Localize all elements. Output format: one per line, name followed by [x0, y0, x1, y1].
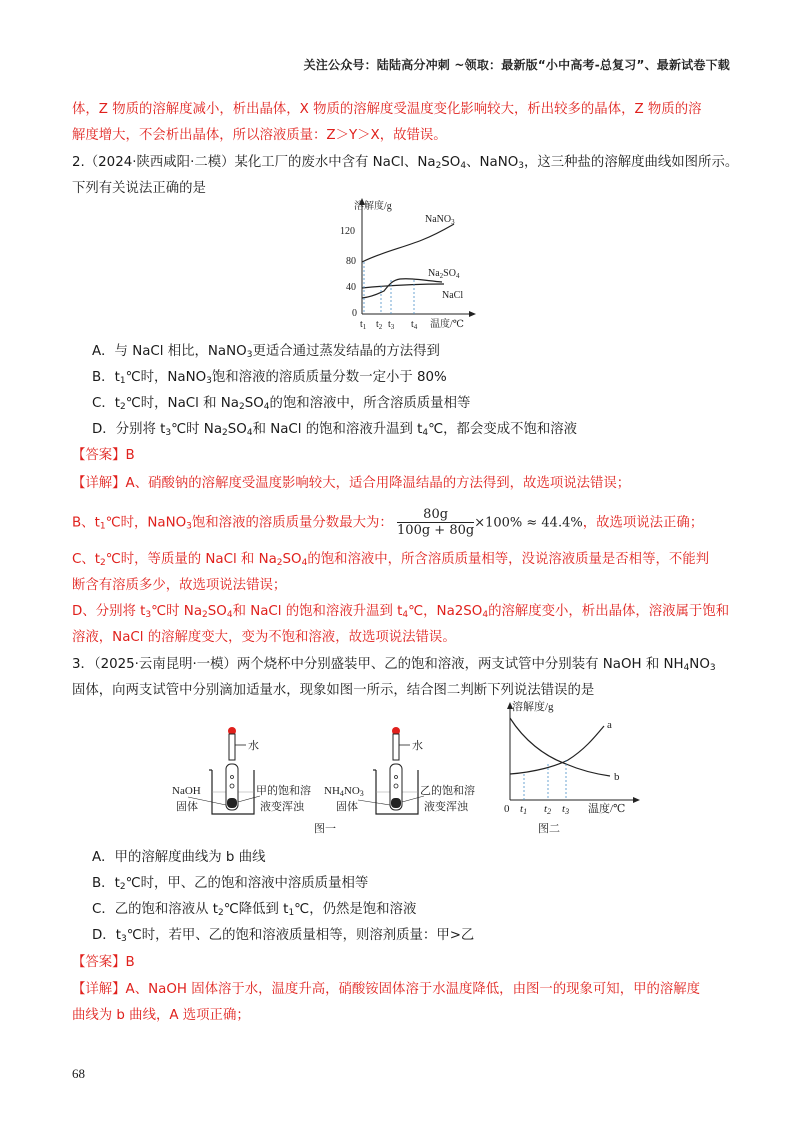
- q3-detail-1: 【详解】A、NaOH 固体溶于水，温度升高，硝酸铵固体溶于水温度降低，由图一的现象可知，甲的溶解度: [72, 982, 701, 997]
- q2-stem-line2: 下列有关说法正确的是: [72, 181, 206, 196]
- q2-option-d: D．分别将 $t_3℃$时 $Na_2SO_4$和 NaCl 的饱和溶液升温到 $t_4℃$，都会变成不饱和溶液: [92, 422, 578, 438]
- label-nano3: NaNO$_3$: [425, 214, 455, 226]
- curve-nano3: [362, 224, 454, 262]
- q3-option-c: C．乙的饱和溶液从 $t_2℃$降低到 $t_1℃$，仍然是饱和溶液: [92, 902, 417, 918]
- fig2-caption: 图二: [538, 823, 560, 835]
- svg-text:固体: 固体: [176, 801, 198, 813]
- q2-detail-d1: D、分别将 $t_3℃$时 $Na_2SO_4$和 NaCl 的饱和溶液升温到 $t_4℃$，$Na2SO_4$的溶解度变小，析出晶体，溶液属于饱和: [72, 604, 730, 620]
- y-label: 溶解度/g: [354, 201, 392, 212]
- q2-solubility-chart: [322, 196, 482, 334]
- q2-detail-d2: 溶液，NaCl 的溶解度变大，变为不饱和溶液，故选项说法错误。: [72, 630, 456, 645]
- curve-nacl: [362, 284, 444, 288]
- q3-detail-2: 曲线为 b 曲线，A 选项正确；: [72, 1008, 250, 1023]
- apparatus-1: [172, 727, 311, 814]
- svg-text:t1: t1: [520, 803, 528, 816]
- q2-stem: 2.（2024·陕西咸阳·二模）某化工厂的废水中含有 NaCl、$Na_2SO_4$、NaNO$_3$，这三种盐的溶解度曲线如图所示。: [72, 155, 739, 171]
- q2-option-a: A．与 NaCl 相比，NaNO$_3$更适合通过蒸发结晶的方法得到: [92, 344, 440, 360]
- label-na2so4: $Na_2SO_4$: [428, 268, 460, 280]
- svg-text:t3: t3: [562, 803, 570, 816]
- q2-detail-a: 【详解】A、硝酸钠的溶解度受温度影响较大，适合用降温结晶的方法得到，故选项说法错误；: [72, 476, 631, 491]
- svg-text:乙的饱和溶: 乙的饱和溶: [420, 785, 475, 797]
- svg-text:甲的饱和溶: 甲的饱和溶: [256, 785, 311, 797]
- tick-120: 120: [340, 226, 355, 237]
- curve-b: [510, 718, 610, 776]
- svg-text:0: 0: [504, 803, 510, 815]
- q3-option-d: D．$t_3℃$时，若甲、乙的饱和溶液质量相等，则溶剂质量：甲>乙: [92, 928, 475, 944]
- label-nacl: NaCl: [442, 290, 464, 301]
- page-number: 68: [72, 1066, 85, 1081]
- fig1-caption: 图一: [314, 823, 336, 835]
- fig2-label-a: a: [607, 719, 612, 731]
- tick-40: 40: [346, 282, 356, 293]
- q2-detail-b: B、$t_1℃$时，NaNO$_3$饱和溶液的溶质质量分数最大为： $\frac{80g}{100g + 80g}$ ×100% ≈ 44.4%，故选项说法正确；: [72, 507, 704, 538]
- q2-answer: 【答案】B: [72, 448, 135, 463]
- fig2-label-b: b: [614, 771, 620, 783]
- q3-stem: 3．（2025·云南昆明·一模）两个烧杯中分别盛装甲、乙的饱和溶液，两支试管中分别装有 NaOH 和 $NH_4NO_3$: [72, 657, 716, 673]
- q3-option-a: A．甲的溶解度曲线为 b 曲线: [92, 850, 266, 865]
- apparatus-2: [324, 727, 475, 814]
- t4-label: $t_4$: [411, 319, 418, 331]
- svg-text:t2: t2: [544, 803, 552, 816]
- q3-answer: 【答案】B: [72, 955, 135, 970]
- tick-0: 0: [352, 308, 357, 319]
- q3-option-b: B．$t_2℃$时，甲、乙的饱和溶液中溶质质量相等: [92, 876, 369, 892]
- curve-a: [510, 726, 604, 774]
- svg-text:液变浑浊: 液变浑浊: [424, 801, 468, 813]
- svg-text:NH4NO3: NH4NO3: [324, 785, 364, 798]
- svg-text:水: 水: [412, 740, 423, 752]
- q3-figure-2: [496, 698, 646, 838]
- q3-stem-line2: 固体，向两支试管中分别滴加适量水，现象如图一所示，结合图二判断下列说法错误的是: [72, 683, 595, 698]
- svg-text:水: 水: [248, 740, 259, 752]
- q2-detail-c1: C、$t_2℃$时，等质量的 NaCl 和 $Na_2SO_4$的饱和溶液中，所含溶质质量相等，没说溶液质量是否相等，不能判: [72, 552, 710, 568]
- curve-na2so4: [362, 279, 442, 298]
- t1-label: $t_1$: [360, 319, 367, 331]
- fig2-xlabel: 温度/℃: [588, 803, 626, 815]
- svg-text:固体: 固体: [336, 801, 358, 813]
- q2-detail-c2: 断含有溶质多少，故选项说法错误；: [72, 578, 287, 593]
- t2-label: $t_2$: [376, 319, 383, 331]
- intro-line-1: 体，Z 物质的溶解度减小，析出晶体，X 物质的溶解度受温度变化影响较大，析出较多的晶体，Z 物质的溶: [72, 102, 702, 117]
- q3-figure-1: [168, 722, 498, 840]
- x-axis-arrow: [469, 311, 476, 317]
- q2-option-b: B．$t_1℃$时，NaNO$_3$饱和溶液的溶质质量分数一定小于 80%: [92, 370, 447, 386]
- fraction: $\frac{80g}{100g + 80g}$: [397, 507, 475, 538]
- intro-line-2: 解度增大，不会析出晶体，所以溶液质量：Z＞Y＞X，故错误。: [72, 128, 447, 143]
- fig2-ylabel: 溶解度/g: [512, 701, 554, 713]
- page-header: 关注公众号：陆陆高分冲刺 ~领取：最新版“小中高考-总复习”、最新试卷下载: [303, 58, 730, 72]
- tick-80: 80: [346, 256, 356, 267]
- svg-text:NaOH: NaOH: [172, 785, 201, 797]
- svg-text:液变浑浊: 液变浑浊: [260, 801, 304, 813]
- q2-option-c: C．$t_2℃$时，NaCl 和 $Na_2SO_4$的饱和溶液中，所含溶质质量相等: [92, 396, 471, 412]
- t3-label: $t_3$: [388, 319, 395, 331]
- x-label: 温度/℃: [430, 319, 464, 330]
